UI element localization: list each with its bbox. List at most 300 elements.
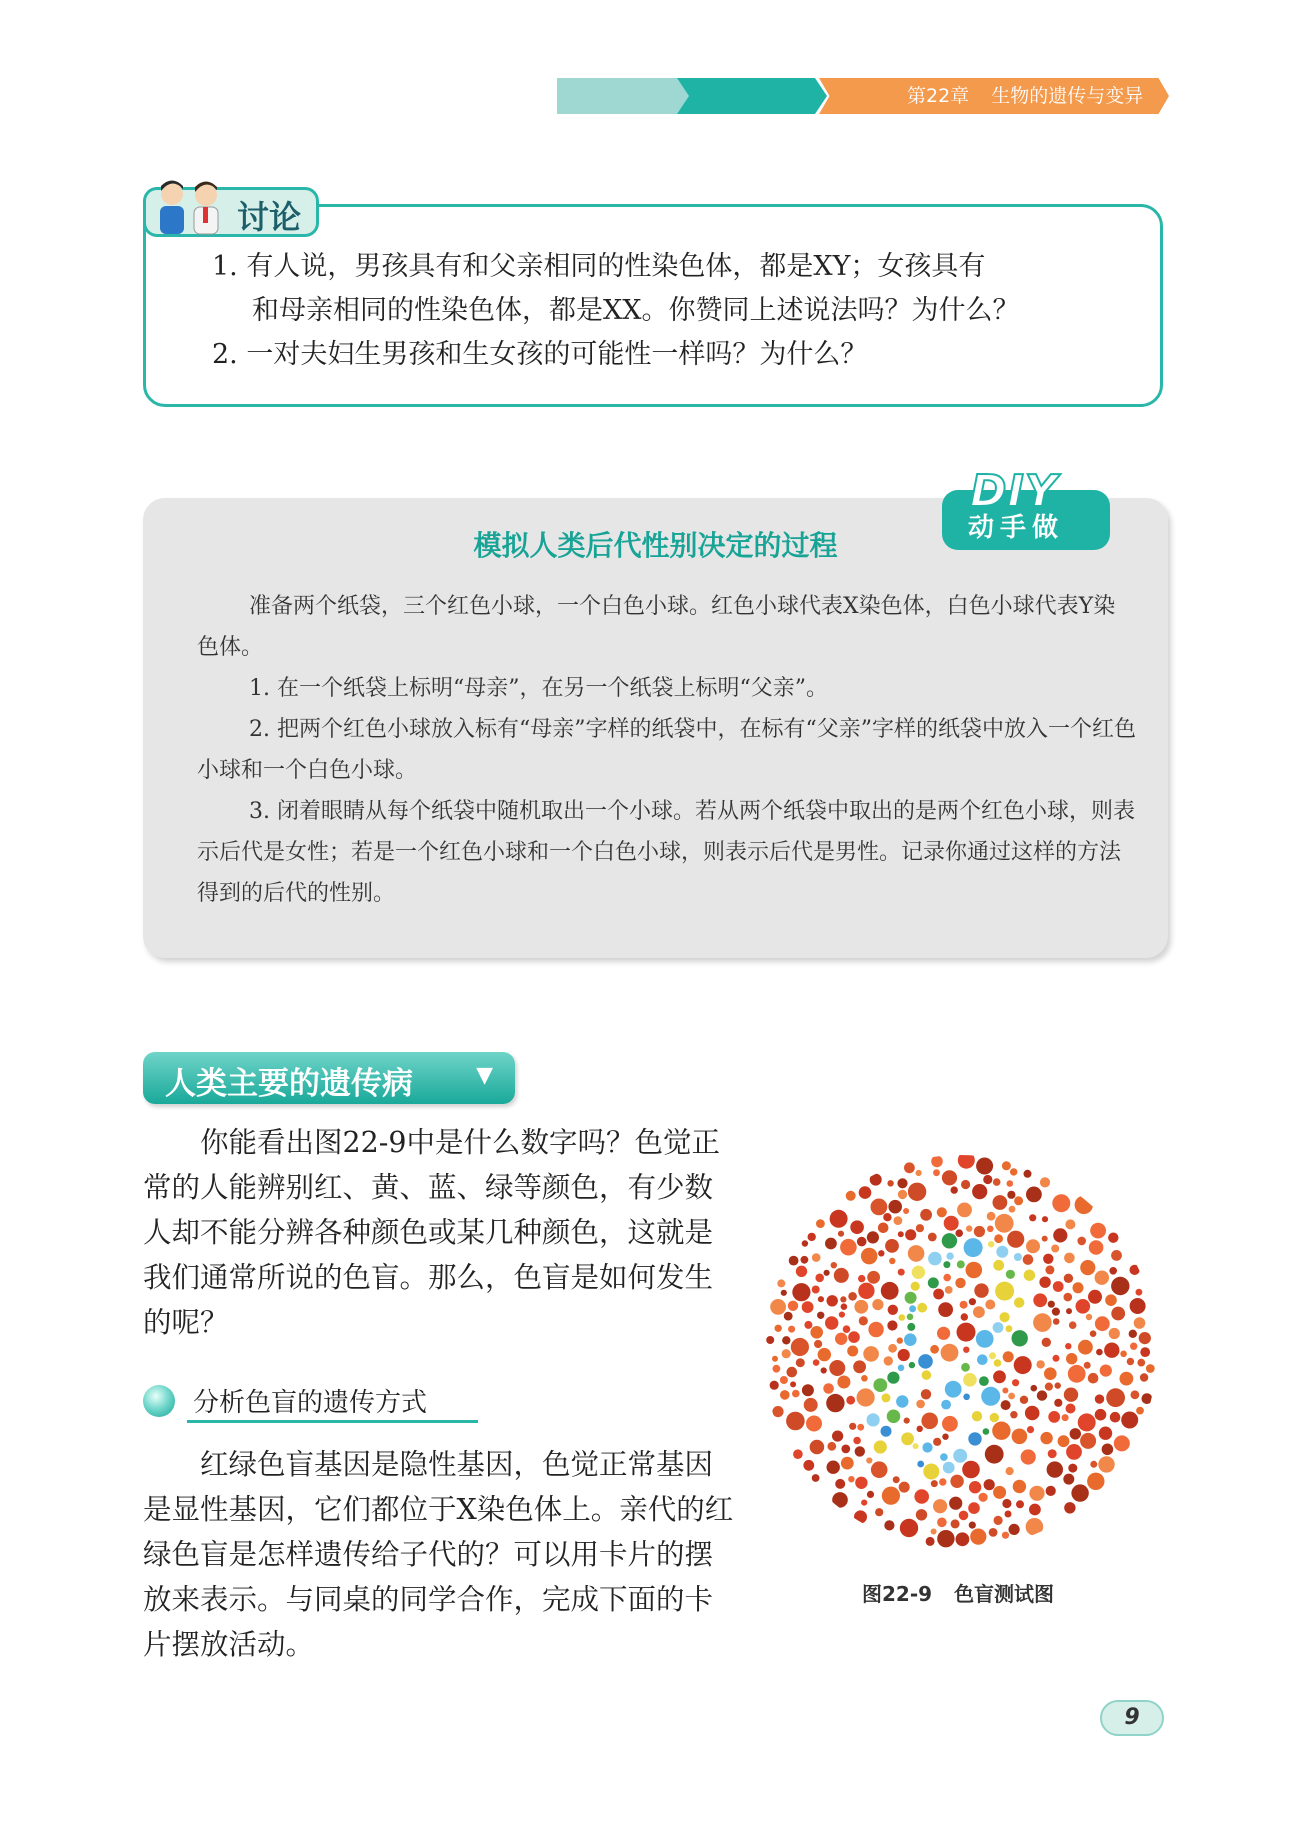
plate-dot — [917, 1426, 923, 1432]
plate-dot — [1008, 1393, 1015, 1400]
plate-dot — [875, 1508, 883, 1516]
plate-dot — [816, 1219, 825, 1228]
plate-dot — [930, 1345, 939, 1354]
plate-dot — [933, 1169, 940, 1176]
plate-dot — [772, 1406, 783, 1417]
plate-dot — [1048, 1411, 1060, 1423]
plate-dot — [766, 1336, 774, 1344]
plate-dot — [987, 1212, 996, 1221]
plate-dot — [834, 1268, 849, 1283]
plate-dot — [1073, 1282, 1084, 1293]
plate-dot — [861, 1375, 868, 1382]
plate-dot — [867, 1413, 880, 1426]
plate-dot — [853, 1437, 861, 1445]
plate-dot — [928, 1233, 937, 1242]
plate-dot — [1120, 1372, 1134, 1386]
plate-dot — [945, 1286, 953, 1294]
plate-dot — [917, 1461, 924, 1468]
plate-dot — [905, 1229, 916, 1240]
plate-dot — [835, 1333, 847, 1345]
plate-dot — [1040, 1177, 1050, 1187]
plate-dot — [979, 1493, 988, 1502]
plate-dot — [1053, 1228, 1067, 1242]
plate-dot — [951, 1186, 958, 1193]
plate-dot — [773, 1365, 781, 1373]
chapter-banner — [557, 78, 1169, 114]
plate-dot — [1096, 1349, 1103, 1356]
plate-dot — [921, 1389, 931, 1399]
plate-dot — [1014, 1356, 1032, 1374]
plate-dot — [974, 1283, 988, 1297]
plate-dot — [817, 1312, 824, 1319]
plate-dot — [1053, 1281, 1064, 1292]
plate-dot — [994, 1359, 1002, 1367]
plate-dot — [830, 1210, 848, 1228]
plate-dot — [920, 1209, 932, 1221]
plate-dot — [810, 1326, 823, 1339]
plate-dot — [812, 1286, 820, 1294]
plate-dot — [887, 1180, 893, 1186]
plate-dot — [812, 1474, 820, 1482]
plate-dot — [825, 1316, 838, 1329]
plate-dot — [1001, 1400, 1011, 1410]
plate-dot — [790, 1381, 796, 1387]
plate-dot — [894, 1216, 903, 1225]
plate-dot — [983, 1428, 990, 1435]
plate-dot — [993, 1195, 1008, 1210]
plate-dot — [898, 1365, 905, 1372]
plate-dot — [1020, 1396, 1028, 1404]
figure-label: 图22-9 — [862, 1582, 933, 1606]
plate-dot — [922, 1370, 932, 1380]
chapter-title: 生物的遗传与变异 — [991, 85, 1144, 107]
plate-dot — [1003, 1351, 1014, 1362]
plate-dot — [1054, 1399, 1062, 1407]
plate-dot — [946, 1252, 953, 1259]
plate-dot — [897, 1178, 907, 1188]
plate-dot — [949, 1497, 962, 1510]
plate-dot — [1016, 1500, 1024, 1508]
plate-dot — [867, 1231, 879, 1243]
plate-dot — [1095, 1409, 1107, 1421]
plate-dot — [994, 1516, 1003, 1525]
plate-dot — [941, 1344, 959, 1362]
subsection-paragraph: 红绿色盲基因是隐性基因，色觉正常基因是显性基因，它们都位于X染色体上。亲代的红绿色盲是怎样遗传给子代的？可以用卡片的摆放来表示。与同桌的同学合作，完成下面的卡片摆放活动。 — [143, 1448, 734, 1661]
plate-dot — [1104, 1343, 1119, 1358]
plate-dot — [995, 1282, 1014, 1301]
plate-dot — [829, 1360, 845, 1376]
plate-dot — [848, 1292, 857, 1301]
plate-dot — [911, 1282, 920, 1291]
plate-dot — [1087, 1473, 1104, 1490]
plate-dot — [962, 1461, 980, 1479]
plate-dot — [804, 1398, 818, 1412]
plate-dot — [1131, 1390, 1140, 1399]
plate-dot — [963, 1394, 970, 1401]
plate-dot — [782, 1336, 790, 1344]
plate-dot — [1139, 1332, 1151, 1344]
plate-dot — [1130, 1298, 1146, 1314]
plate-dot — [899, 1482, 910, 1493]
plate-dot — [953, 1449, 967, 1463]
plate-dot — [931, 1480, 938, 1487]
plate-dot — [937, 1530, 954, 1547]
plate-dot — [1140, 1347, 1150, 1357]
plate-dot — [1012, 1429, 1028, 1445]
plate-dot — [909, 1373, 915, 1379]
plate-dot — [818, 1348, 831, 1361]
banner-segment-teal — [677, 78, 827, 114]
discussion-item-1-cont: 和母亲相同的性染色体，都是XX。你赞同上述说法吗？为什么？ — [252, 295, 1020, 326]
plate-dot — [823, 1383, 834, 1394]
plate-dot — [959, 1511, 969, 1521]
plate-dot — [1037, 1390, 1047, 1400]
plate-dot — [914, 1489, 929, 1504]
plate-dot — [985, 1300, 995, 1310]
plate-dot — [1090, 1330, 1097, 1337]
plate-dot — [846, 1191, 856, 1201]
plate-dot — [1066, 1308, 1072, 1314]
discussion-item-2: 2. 一对夫妇生男孩和生女孩的可能性一样吗？为什么？ — [212, 339, 868, 370]
plate-dot — [989, 1528, 998, 1537]
plate-dot — [827, 1295, 838, 1306]
plate-dot — [898, 1231, 904, 1237]
plate-dot — [992, 1422, 1010, 1440]
plate-dot — [1042, 1216, 1048, 1222]
plate-dot — [961, 1313, 968, 1320]
plate-dot — [846, 1396, 855, 1405]
plate-dot — [1121, 1412, 1138, 1429]
plate-dot — [882, 1487, 900, 1505]
plate-dot — [1063, 1474, 1074, 1485]
plate-dot — [1130, 1265, 1140, 1275]
plate-dot — [889, 1258, 895, 1264]
plate-dot — [904, 1418, 910, 1424]
plate-dot — [871, 1199, 888, 1216]
plate-dot — [937, 1327, 950, 1340]
plate-dot — [788, 1326, 795, 1333]
plate-dot — [887, 1372, 899, 1384]
plate-dot — [1111, 1277, 1129, 1295]
plate-dot — [987, 1226, 994, 1233]
plate-dot — [988, 1241, 994, 1247]
plate-dot — [944, 1216, 959, 1231]
plate-dot — [814, 1340, 822, 1348]
plate-dot — [993, 1260, 1004, 1271]
diy-paragraph-step-3: 3. 闭着眼睛从每个纸袋中随机取出一个小球。若从两个纸袋中取出的是两个红色小球，则表示后代是女性；若是一个红色小球和一个白色小球，则表示后代是男性。记录你通过这样的方法得到的后代的性别。 — [197, 799, 1135, 906]
plate-dot — [958, 1155, 975, 1169]
plate-dot — [812, 1253, 821, 1262]
plate-dot — [874, 1440, 887, 1453]
plate-dot — [786, 1412, 805, 1431]
color-blindness-test-plate — [763, 1155, 1157, 1549]
plate-dot — [847, 1346, 858, 1357]
plate-dot — [1024, 1170, 1032, 1178]
plate-dot — [969, 1522, 976, 1529]
plate-dot — [1053, 1318, 1060, 1325]
section-intro-paragraph: 你能看出图22-9中是什么数字吗？色觉正常的人能辨别红、黄、蓝、绿等颜色，有少数人却不能分辨各种颜色或某几种颜色，这就是我们通常所说的色盲。那么，色盲是如何发生的呢？ — [143, 1126, 721, 1339]
plate-dot — [1146, 1364, 1155, 1373]
plate-dot — [993, 1486, 1006, 1499]
plate-dot — [909, 1305, 916, 1312]
plate-dot — [872, 1299, 883, 1310]
plate-dot — [861, 1248, 878, 1265]
plate-dot — [878, 1223, 889, 1234]
plate-dot — [898, 1269, 905, 1276]
plate-dot — [832, 1431, 843, 1442]
plate-dot — [848, 1331, 860, 1343]
plate-dot — [1058, 1435, 1070, 1447]
plate-dot — [1062, 1414, 1069, 1421]
plate-dot — [931, 1529, 937, 1535]
plate-dot — [1088, 1373, 1099, 1384]
diy-paragraph-step-1: 1. 在一个纸袋上标明“母亲”，在另一个纸袋上标明“父亲”。 — [249, 676, 828, 701]
plate-dot — [770, 1381, 779, 1390]
plate-dot — [960, 1301, 968, 1309]
subsection-underline — [187, 1420, 478, 1423]
plate-dot — [787, 1367, 798, 1378]
plate-dot — [1029, 1486, 1044, 1501]
plate-dot — [933, 1289, 944, 1300]
plate-dot — [1077, 1237, 1086, 1246]
plate-dot — [1075, 1196, 1093, 1214]
plate-dot — [979, 1376, 989, 1386]
plate-dot — [866, 1457, 872, 1463]
plate-dot — [863, 1346, 879, 1362]
plate-dot — [926, 1537, 935, 1546]
discussion-item-1: 1. 有人说，男孩具有和父亲相同的性染色体，都是XY；女孩具有 — [212, 251, 986, 282]
plate-dot — [1053, 1355, 1060, 1362]
plate-dot — [850, 1220, 864, 1234]
plate-dot — [1033, 1313, 1052, 1332]
plate-dot — [916, 1400, 925, 1409]
plate-dot — [1046, 1486, 1056, 1496]
plate-dot — [827, 1461, 840, 1474]
plate-dot — [1095, 1394, 1104, 1403]
plate-dot — [789, 1256, 799, 1266]
plate-dot — [963, 1373, 977, 1387]
plate-dot — [1066, 1444, 1082, 1460]
plate-dot — [832, 1492, 848, 1508]
plate-dot — [1102, 1444, 1114, 1456]
plate-dot — [916, 1224, 924, 1232]
chapter-number: 第22章 — [907, 85, 970, 107]
plate-dot — [808, 1233, 816, 1241]
plate-dot — [994, 1234, 1003, 1243]
plate-dot — [1027, 1426, 1034, 1433]
plate-dot — [888, 1200, 902, 1214]
plate-dot — [1065, 1219, 1075, 1229]
page-number: 9 — [1100, 1700, 1164, 1736]
plate-dot — [1070, 1428, 1081, 1439]
plate-dot — [1005, 1511, 1012, 1518]
plate-dot — [905, 1292, 917, 1304]
plate-dot — [839, 1312, 845, 1318]
plate-dot — [989, 1352, 996, 1359]
banner-segment-light — [557, 78, 692, 114]
plate-dot — [1012, 1379, 1019, 1386]
plate-dot — [973, 1306, 985, 1318]
plate-dot — [1098, 1456, 1114, 1472]
plate-dot — [943, 1274, 951, 1282]
plate-dot — [1048, 1449, 1057, 1458]
plate-dot — [1068, 1365, 1086, 1383]
plate-dot — [1071, 1484, 1088, 1501]
plate-dot — [815, 1274, 824, 1283]
plate-dot — [968, 1502, 980, 1514]
plate-dot — [840, 1296, 846, 1302]
plate-dot — [1120, 1351, 1127, 1358]
section-title: 人类主要的遗传病 — [165, 1066, 413, 1102]
diy-title: 模拟人类后代性别决定的过程 — [473, 529, 838, 562]
plate-dot — [993, 1322, 1004, 1333]
plate-dot — [777, 1279, 785, 1287]
plate-dot — [881, 1282, 899, 1300]
plate-dot — [827, 1442, 836, 1451]
plate-dot — [1029, 1504, 1041, 1516]
plate-dot — [1080, 1433, 1096, 1449]
plate-dot — [904, 1333, 917, 1346]
plate-dot — [1130, 1343, 1137, 1350]
plate-dot — [957, 1203, 972, 1218]
plate-dot — [821, 1367, 827, 1373]
plate-dot — [899, 1314, 906, 1321]
plate-dot — [1031, 1385, 1038, 1392]
plate-dot — [942, 1170, 957, 1185]
plate-dot — [859, 1186, 872, 1199]
plate-dot — [942, 1434, 948, 1440]
plate-dot — [841, 1303, 848, 1310]
plate-dot — [792, 1390, 800, 1398]
plate-dot — [1137, 1359, 1145, 1367]
plate-dot — [966, 1225, 972, 1231]
plate-dot — [1013, 1480, 1026, 1493]
plate-dot — [938, 1302, 953, 1317]
plate-dot — [772, 1356, 778, 1362]
diy-badge-subtitle: 动手做 — [968, 513, 1065, 543]
plate-dot — [825, 1238, 837, 1250]
plate-dot — [1109, 1267, 1117, 1275]
plate-dot — [1014, 1253, 1022, 1261]
plate-dot — [1100, 1365, 1112, 1377]
plate-dot — [788, 1301, 798, 1311]
plate-dot — [1076, 1299, 1091, 1314]
plate-dot — [1134, 1317, 1146, 1329]
plate-dot — [984, 1479, 995, 1490]
plate-dot — [804, 1321, 812, 1329]
plate-dot — [810, 1440, 825, 1455]
section-heading — [143, 1052, 515, 1104]
plate-dot — [922, 1442, 932, 1452]
plate-dot — [1064, 1274, 1073, 1283]
plate-dot — [1078, 1340, 1093, 1355]
plate-dot — [857, 1237, 867, 1247]
plate-dot — [867, 1491, 874, 1498]
plate-dot — [1039, 1277, 1050, 1288]
plate-dot — [1015, 1280, 1023, 1288]
plate-dot — [1086, 1314, 1092, 1320]
students-icon — [150, 177, 230, 239]
plate-dot — [1068, 1464, 1077, 1473]
plate-dot — [972, 1411, 982, 1421]
plate-dot — [900, 1519, 918, 1537]
plate-dot — [928, 1277, 939, 1288]
plate-dot — [1026, 1518, 1044, 1536]
plate-dot — [813, 1359, 820, 1366]
plate-dot — [909, 1362, 915, 1368]
plate-dot — [855, 1477, 867, 1489]
plate-dot — [1047, 1461, 1063, 1477]
plate-dot — [1111, 1250, 1122, 1261]
plate-dot — [1043, 1254, 1053, 1264]
plate-dot — [942, 1233, 957, 1248]
plate-dot — [1127, 1358, 1134, 1365]
plate-dot — [780, 1390, 790, 1400]
plate-dot — [1064, 1253, 1075, 1264]
plate-dot — [942, 1416, 958, 1432]
plate-dot — [867, 1271, 880, 1284]
plate-dot — [1002, 1161, 1011, 1170]
plate-dot — [896, 1395, 908, 1407]
plate-dot — [818, 1296, 824, 1302]
plate-dot — [1021, 1449, 1036, 1464]
plate-dot — [1045, 1383, 1053, 1391]
plate-dot — [1025, 1406, 1040, 1421]
plate-dot — [977, 1354, 988, 1365]
plate-dot — [1002, 1532, 1009, 1539]
plate-dot — [1042, 1236, 1048, 1242]
diy-badge-word: DIY — [970, 466, 1058, 517]
plate-dot — [792, 1283, 810, 1301]
plate-dot — [843, 1325, 851, 1333]
plate-dot — [928, 1252, 942, 1266]
plate-dot — [917, 1303, 927, 1313]
plate-dot — [1069, 1321, 1077, 1329]
plate-dot — [904, 1162, 915, 1173]
plate-dot — [849, 1423, 856, 1430]
plate-dot — [1010, 1168, 1017, 1175]
plate-dot — [855, 1446, 865, 1456]
plate-dot — [841, 1457, 854, 1470]
plate-dot — [908, 1183, 926, 1201]
plate-dot — [945, 1381, 962, 1398]
plate-dot — [1033, 1293, 1047, 1307]
plate-dot — [791, 1338, 809, 1356]
plate-dot — [943, 1462, 955, 1474]
plate-dot — [1009, 1206, 1016, 1213]
plate-dot — [1095, 1316, 1110, 1331]
plate-dot — [858, 1283, 874, 1299]
plate-dot — [916, 1509, 927, 1520]
plate-dot — [941, 1400, 951, 1410]
plate-dot — [854, 1300, 868, 1314]
plate-dot — [782, 1349, 791, 1358]
plate-dot — [983, 1175, 992, 1184]
plate-dot — [996, 1246, 1008, 1258]
plate-dot — [1055, 1382, 1061, 1388]
plate-dot — [1088, 1290, 1102, 1304]
plate-dot — [913, 1443, 919, 1449]
plate-dot — [956, 1532, 970, 1546]
plate-dot — [884, 1520, 894, 1530]
plate-dot — [801, 1256, 809, 1264]
plate-dot — [883, 1213, 891, 1221]
plate-dot — [955, 1278, 965, 1288]
plate-dot — [1129, 1330, 1137, 1338]
plate-dot — [861, 1500, 867, 1506]
plate-dot — [1002, 1499, 1011, 1508]
plate-dot — [1052, 1194, 1070, 1212]
